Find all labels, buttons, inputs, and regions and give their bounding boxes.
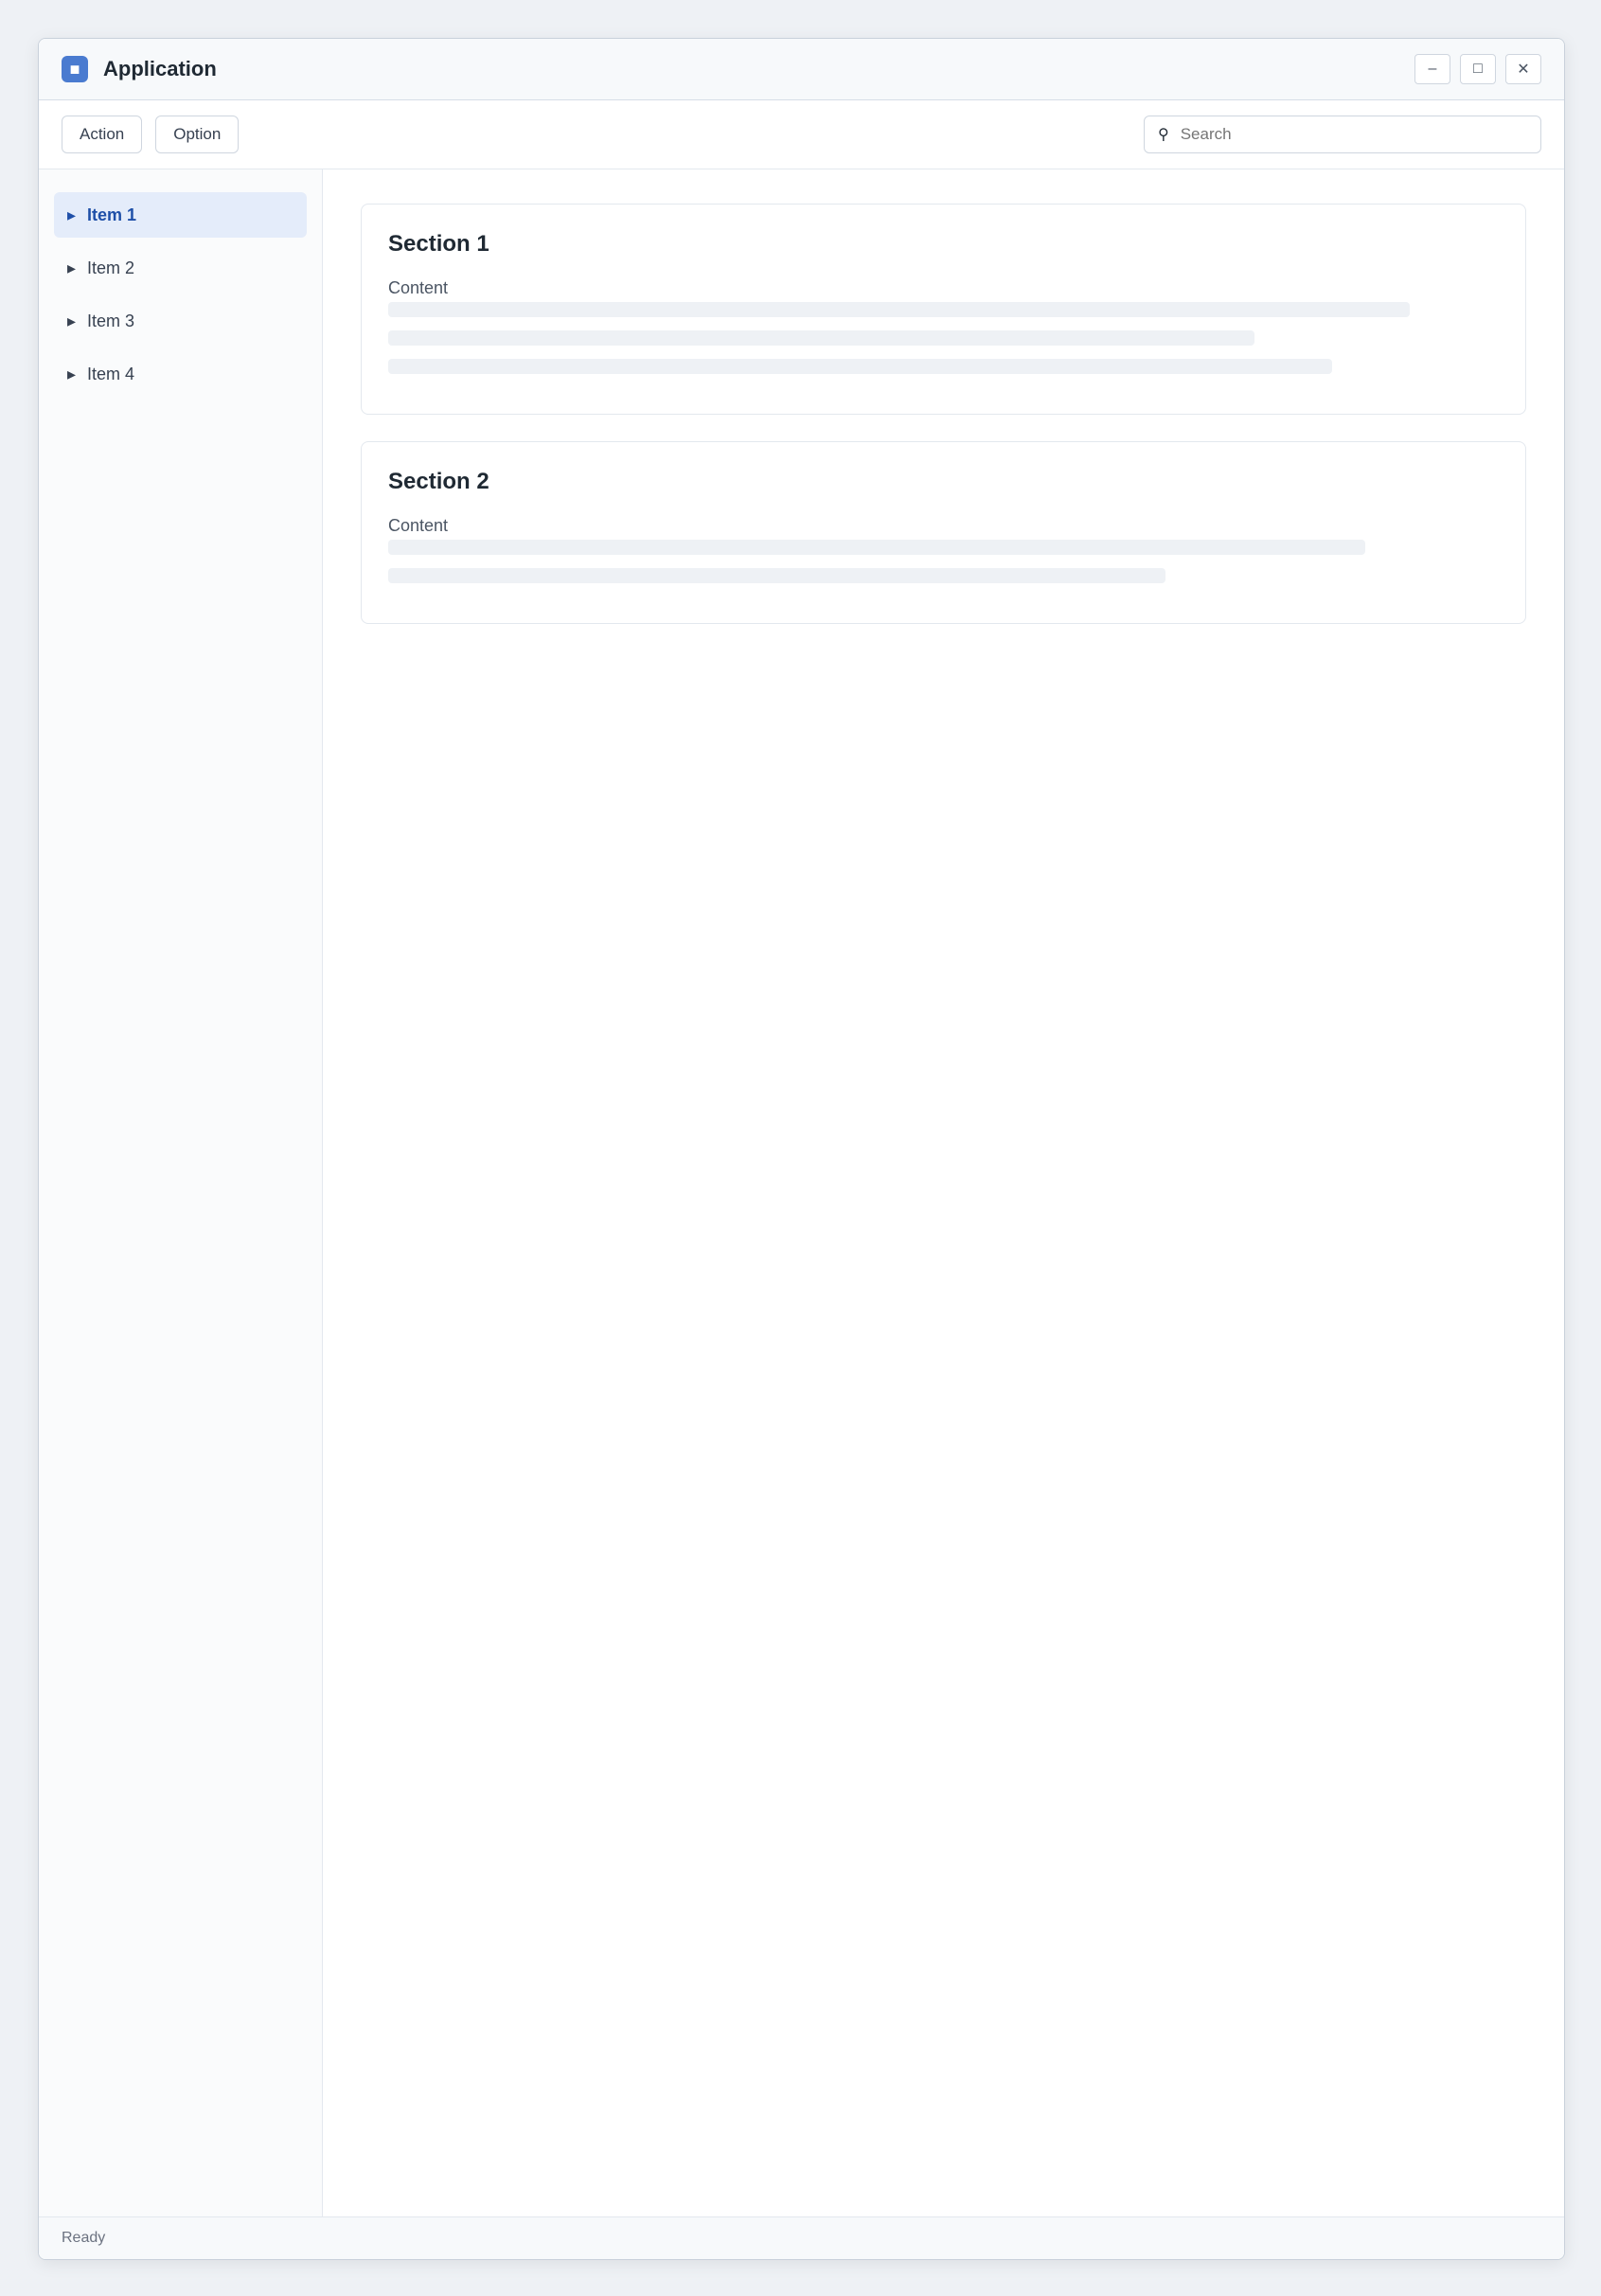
folder-icon: ▸	[67, 205, 77, 224]
panel-body: Content	[388, 278, 449, 297]
placeholder-lines	[388, 540, 1499, 583]
panel-body: Content	[388, 515, 449, 535]
sidebar-item-label: Item 4	[87, 364, 135, 383]
panel-title: Section 2	[388, 468, 489, 494]
panel-title: Section 1	[388, 231, 489, 257]
window-controls	[1414, 54, 1541, 84]
sidebar-item-label: Item 2	[87, 258, 135, 277]
maximize-icon[interactable]: □	[1460, 54, 1496, 84]
sidebar-item-label: Item 1	[87, 205, 137, 224]
folder-icon: ▸	[67, 258, 77, 277]
window-title: Application	[103, 57, 217, 80]
search-icon: ⚲	[1158, 127, 1169, 143]
app-window	[38, 38, 1565, 2260]
app-icon: ■	[62, 56, 88, 82]
status-text: Ready	[62, 2230, 106, 2246]
primary-button[interactable]	[62, 116, 142, 153]
folder-icon: ▸	[67, 311, 77, 330]
status-bar	[39, 2216, 1564, 2259]
toolbar	[39, 100, 1564, 169]
search-input[interactable]	[1179, 124, 1527, 145]
placeholder-lines	[388, 302, 1499, 374]
search-box[interactable]	[1144, 116, 1541, 153]
sidebar-item-label: Item 3	[87, 311, 135, 330]
sidebar-item-3[interactable]	[54, 298, 307, 344]
minimize-icon[interactable]: –	[1414, 54, 1450, 84]
close-icon[interactable]: ✕	[1505, 54, 1541, 84]
title-bar	[39, 39, 1564, 100]
secondary-button[interactable]	[155, 116, 239, 153]
content-panel	[361, 204, 1526, 415]
main-area	[39, 169, 1564, 2216]
secondary-button-label: Option	[173, 125, 222, 143]
content-panel	[361, 441, 1526, 624]
sidebar	[39, 169, 323, 2216]
content-pane	[323, 169, 1564, 2216]
primary-button-label: Action	[80, 125, 125, 143]
folder-icon: ▸	[67, 364, 77, 383]
sidebar-item-1[interactable]	[54, 192, 307, 238]
sidebar-item-4[interactable]	[54, 351, 307, 397]
sidebar-item-2[interactable]	[54, 245, 307, 291]
